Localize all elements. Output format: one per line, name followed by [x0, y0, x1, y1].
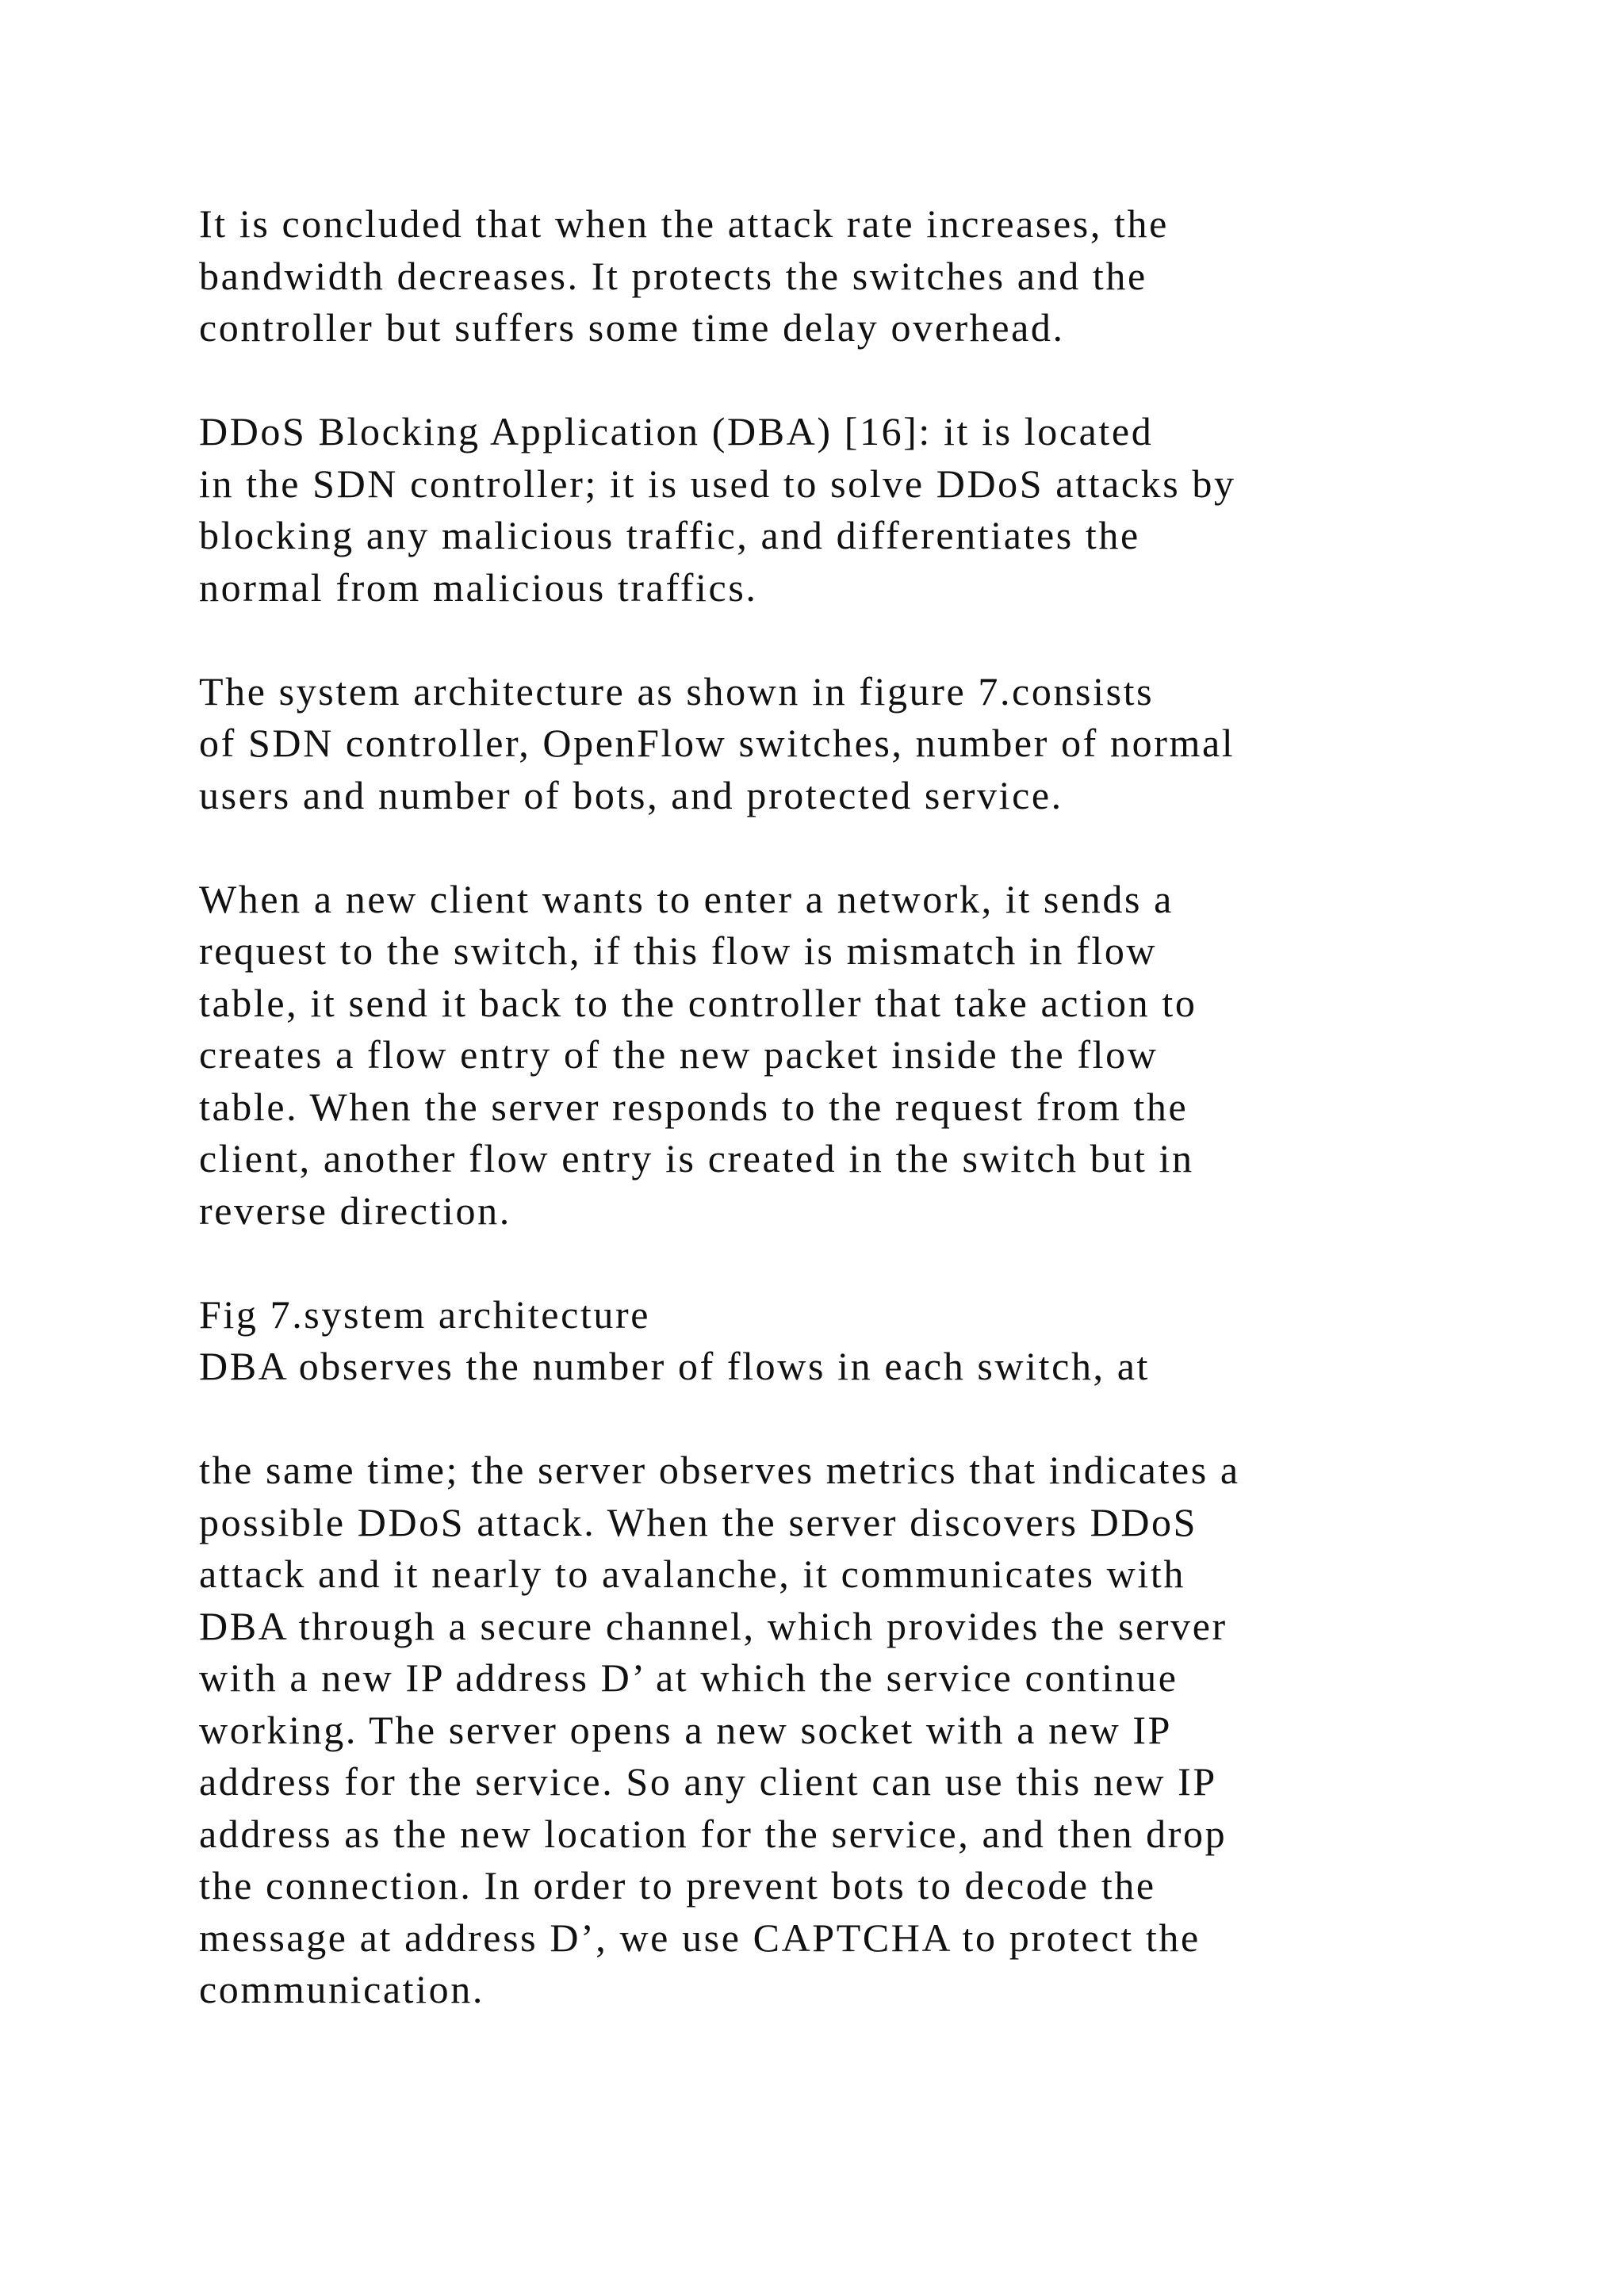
paragraph-server-metrics	[199, 1445, 1547, 2016]
text-line: the connection. In order to prevent bots to decode the	[199, 1863, 1156, 1908]
paragraph-conclusion	[199, 198, 1547, 354]
text-line: possible DDoS attack. When the server discovers DDoS	[199, 1499, 1198, 1544]
text-line: table. When the server responds to the request from the	[199, 1084, 1189, 1129]
text-line: working. The server opens a new socket with a new IP	[199, 1707, 1173, 1752]
text-line: creates a flow entry of the new packet inside the flow	[199, 1032, 1159, 1077]
text-line: address for the service. So any client can use this new IP	[199, 1759, 1217, 1804]
text-line: DBA through a secure channel, which provides the server	[199, 1603, 1228, 1648]
text-line: communication.	[199, 1967, 485, 2011]
text-line: reverse direction.	[199, 1188, 511, 1233]
text-line: the same time; the server observes metrics that indicates a	[199, 1448, 1240, 1492]
text-line: normal from malicious traffics.	[199, 564, 758, 610]
text-line: of SDN controller, OpenFlow switches, number of normal	[199, 721, 1235, 765]
paragraph-dba-intro	[199, 406, 1547, 614]
text-line: It is concluded that when the attack rate increases, the	[199, 201, 1169, 246]
text-line: controller but suffers some time delay overhead.	[199, 305, 1065, 350]
text-line: in the SDN controller; it is used to solve DDoS attacks by	[199, 461, 1236, 506]
text-line: DBA observes the number of flows in each switch, at	[199, 1344, 1151, 1388]
text-line: with a new IP address D’ at which the service continue	[199, 1655, 1178, 1700]
document-body	[199, 198, 1547, 2016]
text-line: table, it send it back to the controller that take action to	[199, 980, 1197, 1025]
text-line: attack and it nearly to avalanche, it communicates with	[199, 1552, 1185, 1596]
text-line: blocking any malicious traffic, and differentiates the	[199, 513, 1140, 557]
text-line: client, another flow entry is created in the switch but in	[199, 1136, 1194, 1181]
text-line: message at address D’, we use CAPTCHA to protect the	[199, 1915, 1201, 1960]
paragraph-figure-caption	[199, 1289, 1547, 1393]
text-line: When a new client wants to enter a network, it sends a	[199, 876, 1174, 921]
text-line: bandwidth decreases. It protects the switches and the	[199, 253, 1147, 298]
paragraph-new-client	[199, 874, 1547, 1238]
text-line: DDoS Blocking Application (DBA) [16]: it is located	[199, 409, 1154, 453]
text-line: address as the new location for the service, and then drop	[199, 1811, 1228, 1856]
text-line: users and number of bots, and protected service.	[199, 772, 1063, 817]
figure-caption: Fig 7.system architecture	[199, 1292, 651, 1337]
text-line: The system architecture as shown in figure 7.consists	[199, 668, 1155, 714]
paragraph-system-architecture	[199, 666, 1547, 822]
text-line: request to the switch, if this flow is mismatch in flow	[199, 928, 1158, 973]
